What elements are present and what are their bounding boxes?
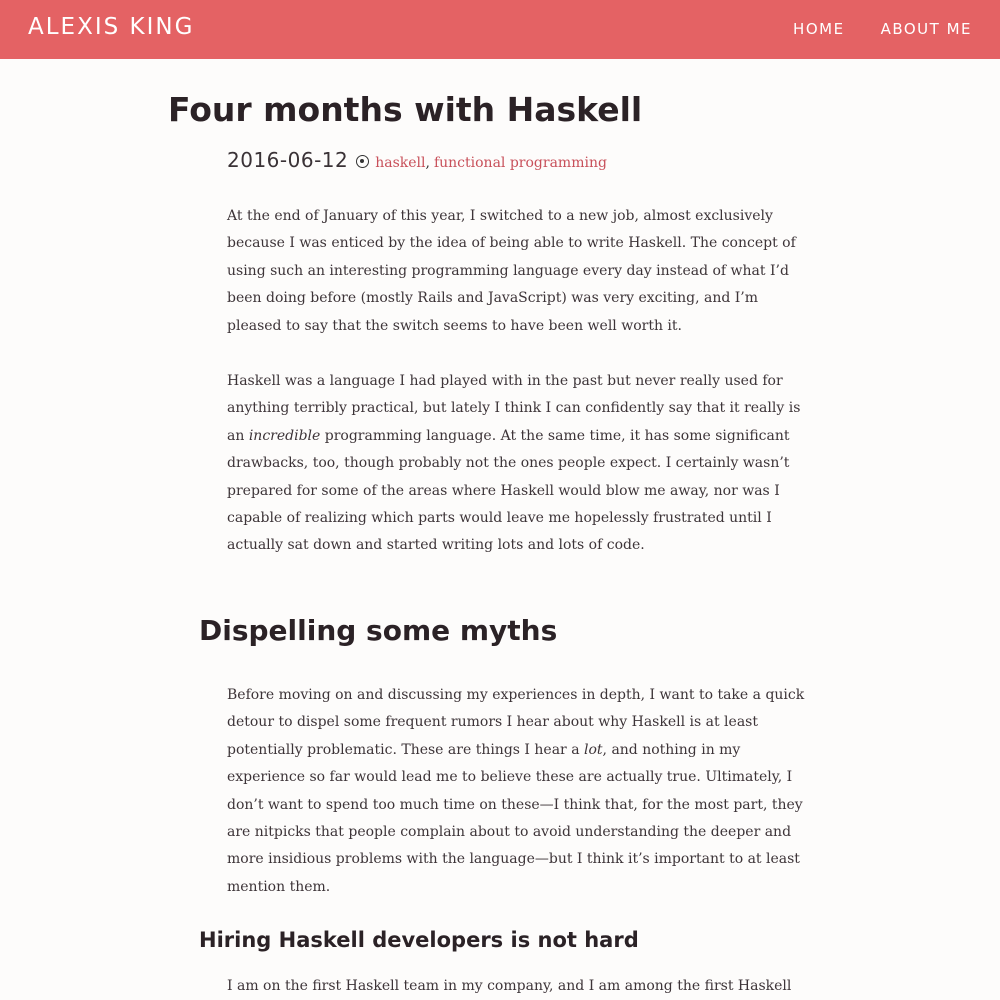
post-title: Four months with Haskell (168, 90, 643, 129)
tag-link-haskell[interactable]: haskell (375, 155, 426, 171)
intro-paragraph-2 (227, 368, 801, 560)
text-line: more insidious problems with the language—but I think it’s important to at least (227, 851, 800, 868)
text-line: been doing before (mostly Rails and JavaScript) was very exciting, and I’m (227, 290, 759, 307)
text-line: Before moving on and discussing my experiences in depth, I want to take a quick (227, 687, 805, 703)
text-line: drawbacks, too, though probably not the ones people expect. I certainly wasn’t (227, 455, 790, 472)
intro-paragraph-1 (227, 203, 796, 340)
hiring-paragraph (227, 973, 792, 1000)
text-line (227, 737, 787, 764)
text-line: mention them. (227, 878, 331, 895)
text-segment: , and nothing in my (602, 741, 741, 758)
myths-paragraph (227, 682, 805, 901)
text-line: experience so far would lead me to believe these are actually true. Ultimately, I (227, 769, 793, 786)
text-line: detour to dispel some frequent rumors I hear about why Haskell is at least (227, 714, 758, 731)
nav-about-me-link[interactable]: ABOUT ME (880, 20, 972, 38)
subheading-hiring: Hiring Haskell developers is not hard (199, 928, 639, 952)
text-segment: potentially problematic. These are things I hear a (227, 741, 584, 758)
text-line: prepared for some of the areas where Haskell would blow me away, nor was I (227, 482, 780, 499)
text-line: capable of realizing which parts would leave me hopelessly frustrated until I (227, 510, 772, 527)
emphasis-lot: lot (584, 741, 603, 758)
text-line: pleased to say that the switch seems to have been well worth it. (227, 317, 682, 334)
text-line: At the end of January of this year, I switched to a new job, almost exclusively (227, 208, 773, 224)
text-line: using such an interesting programming language every day instead of what I’d (227, 262, 789, 279)
text-line: I am on the first Haskell team in my company, and I am among the first Haskell (227, 978, 792, 994)
tag-link-functional-programming[interactable]: functional programming (433, 155, 607, 171)
text-line: because I was enticed by the idea of being able to write Haskell. The concept of (227, 235, 796, 252)
top-nav-bar (0, 0, 1000, 59)
text-line (227, 423, 790, 450)
text-line: Haskell was a language I had played with in the past but never really used for (227, 373, 783, 389)
section-heading-dispelling-myths: Dispelling some myths (199, 614, 558, 647)
main-nav (757, 20, 972, 38)
post-date: 2016-06-12 (227, 148, 349, 172)
tag-circle-icon (356, 155, 369, 168)
tag-separator: , (425, 155, 430, 171)
text-line: don’t want to spend too much time on these—I think that, for the most part, they (227, 796, 803, 813)
emphasis-incredible: incredible (248, 427, 321, 444)
text-segment: programming language. At the same time, it has some significant (320, 427, 790, 444)
text-line: actually sat down and started writing lots and lots of code. (227, 537, 645, 554)
text-line: are nitpicks that people complain about to avoid understanding the deeper and (227, 824, 792, 841)
text-line: anything terribly practical, but lately I think I can confidently say that it really is (227, 400, 801, 417)
site-name-link[interactable]: ALEXIS KING (28, 14, 195, 40)
nav-home-link[interactable]: HOME (793, 20, 845, 38)
post-meta (227, 148, 607, 172)
text-segment: an (227, 427, 249, 444)
